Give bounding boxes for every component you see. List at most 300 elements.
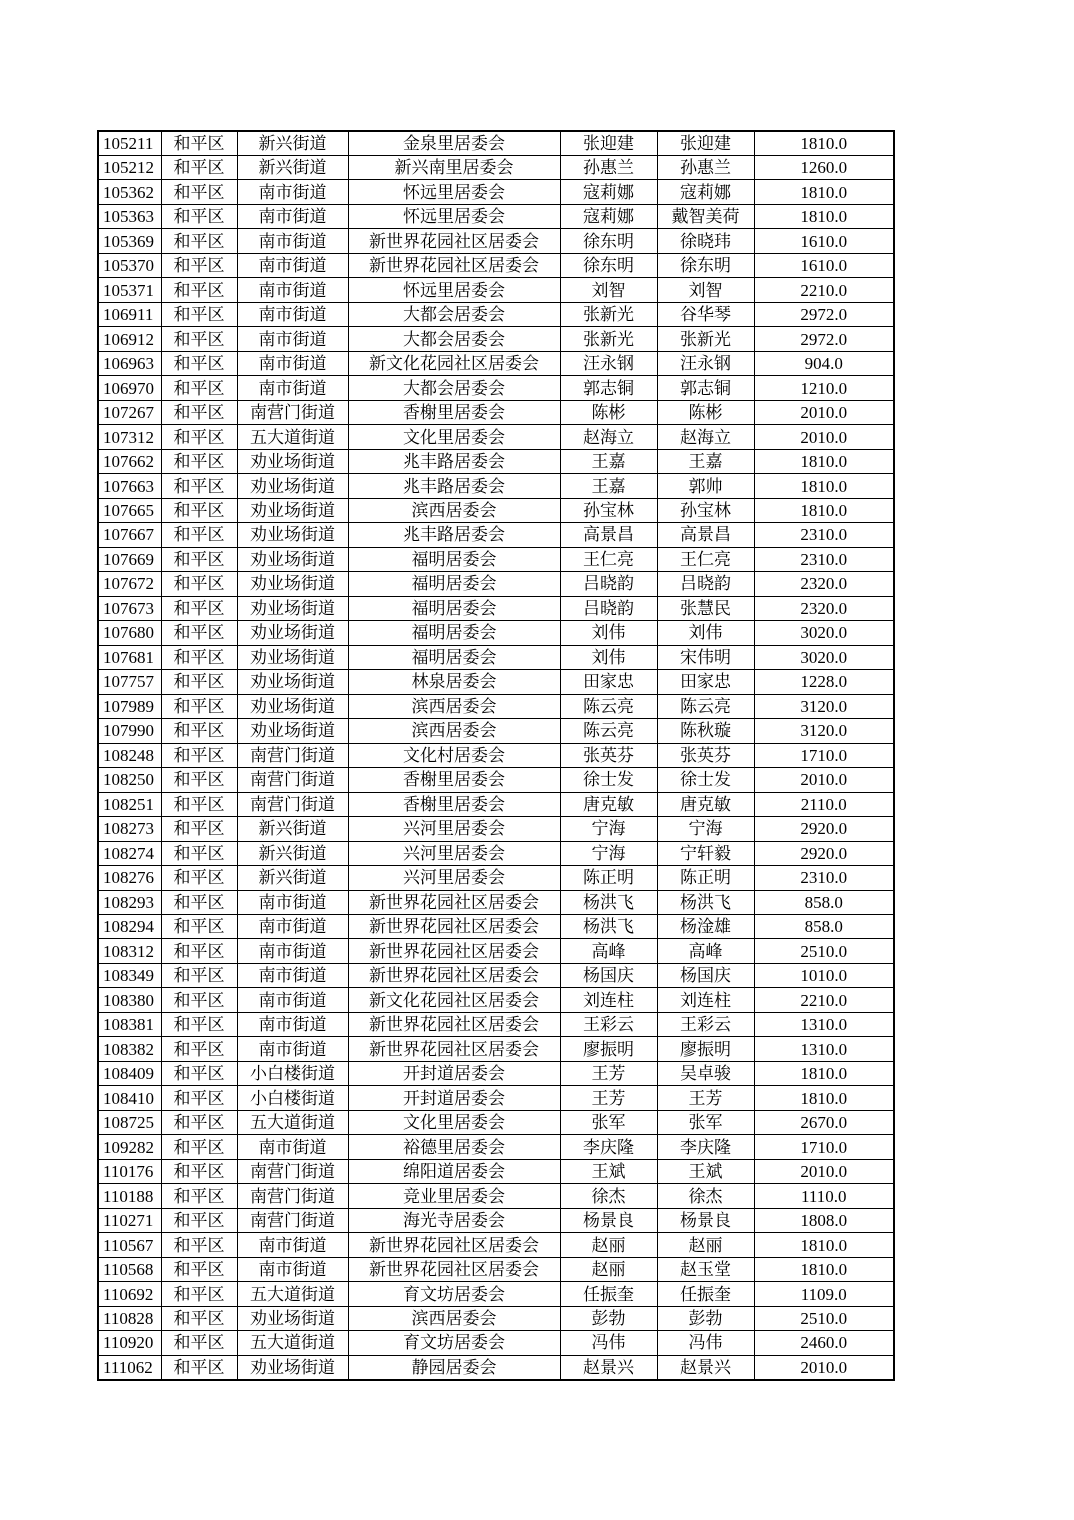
committee-cell: 新世界花园社区居委会 [348, 963, 560, 987]
table-row [98, 596, 894, 620]
member-cell: 陈正明 [657, 866, 754, 890]
district-cell: 和平区 [161, 963, 237, 987]
table-row [98, 1012, 894, 1036]
amount-cell: 1808.0 [754, 1208, 894, 1232]
member-cell: 赵丽 [657, 1233, 754, 1257]
data-table [97, 130, 895, 1381]
district-cell: 和平区 [161, 1355, 237, 1379]
record-id-cell: 106912 [98, 327, 161, 351]
street-cell: 南营门街道 [237, 1184, 348, 1208]
record-id-cell: 108248 [98, 743, 161, 767]
record-id-cell: 107673 [98, 596, 161, 620]
record-id-cell: 106970 [98, 376, 161, 400]
amount-cell: 1260.0 [754, 155, 894, 179]
district-cell: 和平区 [161, 988, 237, 1012]
street-cell: 五大道街道 [237, 425, 348, 449]
committee-cell: 福明居委会 [348, 547, 560, 571]
record-id-cell: 107989 [98, 694, 161, 718]
table-row [98, 1110, 894, 1134]
amount-cell: 1610.0 [754, 253, 894, 277]
applicant-cell: 赵丽 [560, 1257, 657, 1281]
amount-cell: 2670.0 [754, 1110, 894, 1134]
member-cell: 赵玉堂 [657, 1257, 754, 1281]
amount-cell: 1810.0 [754, 1257, 894, 1281]
applicant-cell: 刘伟 [560, 621, 657, 645]
amount-cell: 1310.0 [754, 1037, 894, 1061]
record-id-cell: 110692 [98, 1282, 161, 1306]
amount-cell: 2510.0 [754, 1306, 894, 1330]
street-cell: 南市街道 [237, 988, 348, 1012]
street-cell: 南市街道 [237, 180, 348, 204]
member-cell: 张英芬 [657, 743, 754, 767]
member-cell: 刘智 [657, 278, 754, 302]
record-id-cell: 110176 [98, 1159, 161, 1183]
member-cell: 彭勃 [657, 1306, 754, 1330]
applicant-cell: 刘伟 [560, 645, 657, 669]
applicant-cell: 李庆隆 [560, 1135, 657, 1159]
record-id-cell: 108409 [98, 1061, 161, 1085]
committee-cell: 新世界花园社区居委会 [348, 915, 560, 939]
table-row [98, 155, 894, 179]
district-cell: 和平区 [161, 155, 237, 179]
applicant-cell: 田家忠 [560, 670, 657, 694]
district-cell: 和平区 [161, 890, 237, 914]
applicant-cell: 张军 [560, 1110, 657, 1134]
amount-cell: 2510.0 [754, 939, 894, 963]
table-row [98, 253, 894, 277]
committee-cell: 文化里居委会 [348, 425, 560, 449]
table-row [98, 180, 894, 204]
member-cell: 宁海 [657, 817, 754, 841]
district-cell: 和平区 [161, 1208, 237, 1232]
record-id-cell: 108725 [98, 1110, 161, 1134]
member-cell: 宁轩毅 [657, 841, 754, 865]
applicant-cell: 吕晓韵 [560, 596, 657, 620]
street-cell: 新兴街道 [237, 866, 348, 890]
committee-cell: 林泉居委会 [348, 670, 560, 694]
applicant-cell: 陈正明 [560, 866, 657, 890]
member-cell: 陈彬 [657, 400, 754, 424]
street-cell: 南市街道 [237, 890, 348, 914]
record-id-cell: 105370 [98, 253, 161, 277]
applicant-cell: 杨洪飞 [560, 890, 657, 914]
district-cell: 和平区 [161, 474, 237, 498]
applicant-cell: 王嘉 [560, 449, 657, 473]
street-cell: 南市街道 [237, 1135, 348, 1159]
member-cell: 王嘉 [657, 449, 754, 473]
record-id-cell: 105362 [98, 180, 161, 204]
amount-cell: 2310.0 [754, 866, 894, 890]
member-cell: 王芳 [657, 1086, 754, 1110]
street-cell: 劝业场街道 [237, 547, 348, 571]
committee-cell: 滨西居委会 [348, 1306, 560, 1330]
record-id-cell: 105363 [98, 204, 161, 228]
street-cell: 南市街道 [237, 302, 348, 326]
district-cell: 和平区 [161, 719, 237, 743]
applicant-cell: 赵海立 [560, 425, 657, 449]
table-row [98, 425, 894, 449]
district-cell: 和平区 [161, 180, 237, 204]
applicant-cell: 孙惠兰 [560, 155, 657, 179]
amount-cell: 2920.0 [754, 817, 894, 841]
record-id-cell: 108250 [98, 768, 161, 792]
table-row [98, 474, 894, 498]
record-id-cell: 108293 [98, 890, 161, 914]
street-cell: 南市街道 [237, 915, 348, 939]
record-id-cell: 108294 [98, 915, 161, 939]
applicant-cell: 杨国庆 [560, 963, 657, 987]
member-cell: 徐东明 [657, 253, 754, 277]
applicant-cell: 陈彬 [560, 400, 657, 424]
street-cell: 新兴街道 [237, 155, 348, 179]
table-row [98, 1208, 894, 1232]
applicant-cell: 张英芬 [560, 743, 657, 767]
street-cell: 南营门街道 [237, 400, 348, 424]
committee-cell: 育文坊居委会 [348, 1331, 560, 1355]
committee-cell: 兴河里居委会 [348, 841, 560, 865]
member-cell: 赵海立 [657, 425, 754, 449]
record-id-cell: 108273 [98, 817, 161, 841]
amount-cell: 1810.0 [754, 204, 894, 228]
amount-cell: 1610.0 [754, 229, 894, 253]
committee-cell: 香榭里居委会 [348, 792, 560, 816]
member-cell: 杨国庆 [657, 963, 754, 987]
amount-cell: 2210.0 [754, 278, 894, 302]
member-cell: 宋伟明 [657, 645, 754, 669]
applicant-cell: 王嘉 [560, 474, 657, 498]
street-cell: 南市街道 [237, 939, 348, 963]
committee-cell: 香榭里居委会 [348, 400, 560, 424]
table-row [98, 1331, 894, 1355]
district-cell: 和平区 [161, 327, 237, 351]
record-id-cell: 107990 [98, 719, 161, 743]
amount-cell: 1710.0 [754, 743, 894, 767]
amount-cell: 3020.0 [754, 621, 894, 645]
record-id-cell: 107681 [98, 645, 161, 669]
table-row [98, 841, 894, 865]
street-cell: 劝业场街道 [237, 498, 348, 522]
amount-cell: 1109.0 [754, 1282, 894, 1306]
committee-cell: 新世界花园社区居委会 [348, 1037, 560, 1061]
table-row [98, 939, 894, 963]
member-cell: 孙宝林 [657, 498, 754, 522]
committee-cell: 新世界花园社区居委会 [348, 1012, 560, 1036]
district-cell: 和平区 [161, 1012, 237, 1036]
district-cell: 和平区 [161, 1110, 237, 1134]
amount-cell: 1810.0 [754, 449, 894, 473]
table-row [98, 817, 894, 841]
amount-cell: 2972.0 [754, 327, 894, 351]
record-id-cell: 110568 [98, 1257, 161, 1281]
committee-cell: 滨西居委会 [348, 694, 560, 718]
applicant-cell: 孙宝林 [560, 498, 657, 522]
committee-cell: 大都会居委会 [348, 302, 560, 326]
street-cell: 南市街道 [237, 253, 348, 277]
record-id-cell: 107669 [98, 547, 161, 571]
district-cell: 和平区 [161, 253, 237, 277]
member-cell: 郭志铜 [657, 376, 754, 400]
table-row [98, 1306, 894, 1330]
applicant-cell: 赵景兴 [560, 1355, 657, 1379]
record-id-cell: 107665 [98, 498, 161, 522]
committee-cell: 新兴南里居委会 [348, 155, 560, 179]
member-cell: 高景昌 [657, 523, 754, 547]
committee-cell: 新世界花园社区居委会 [348, 229, 560, 253]
applicant-cell: 杨洪飞 [560, 915, 657, 939]
applicant-cell: 张新光 [560, 327, 657, 351]
district-cell: 和平区 [161, 743, 237, 767]
table-row [98, 1086, 894, 1110]
district-cell: 和平区 [161, 572, 237, 596]
table-row [98, 572, 894, 596]
member-cell: 杨景良 [657, 1208, 754, 1232]
applicant-cell: 寇莉娜 [560, 180, 657, 204]
street-cell: 南市街道 [237, 1037, 348, 1061]
committee-cell: 滨西居委会 [348, 498, 560, 522]
table-row [98, 866, 894, 890]
amount-cell: 2210.0 [754, 988, 894, 1012]
member-cell: 张慧民 [657, 596, 754, 620]
street-cell: 劝业场街道 [237, 621, 348, 645]
table-row [98, 694, 894, 718]
member-cell: 王斌 [657, 1159, 754, 1183]
applicant-cell: 刘连柱 [560, 988, 657, 1012]
district-cell: 和平区 [161, 449, 237, 473]
amount-cell: 2010.0 [754, 768, 894, 792]
district-cell: 和平区 [161, 1306, 237, 1330]
member-cell: 张迎建 [657, 131, 754, 155]
street-cell: 南营门街道 [237, 792, 348, 816]
applicant-cell: 王芳 [560, 1061, 657, 1085]
applicant-cell: 张迎建 [560, 131, 657, 155]
amount-cell: 1010.0 [754, 963, 894, 987]
street-cell: 五大道街道 [237, 1110, 348, 1134]
member-cell: 冯伟 [657, 1331, 754, 1355]
district-cell: 和平区 [161, 400, 237, 424]
committee-cell: 开封道居委会 [348, 1086, 560, 1110]
record-id-cell: 107667 [98, 523, 161, 547]
street-cell: 劝业场街道 [237, 596, 348, 620]
committee-cell: 兆丰路居委会 [348, 523, 560, 547]
committee-cell: 福明居委会 [348, 645, 560, 669]
record-id-cell: 110271 [98, 1208, 161, 1232]
table-row [98, 204, 894, 228]
amount-cell: 2010.0 [754, 400, 894, 424]
applicant-cell: 刘智 [560, 278, 657, 302]
table-row [98, 890, 894, 914]
record-id-cell: 105371 [98, 278, 161, 302]
district-cell: 和平区 [161, 645, 237, 669]
amount-cell: 2110.0 [754, 792, 894, 816]
table-row [98, 1135, 894, 1159]
applicant-cell: 陈云亮 [560, 694, 657, 718]
district-cell: 和平区 [161, 939, 237, 963]
district-cell: 和平区 [161, 768, 237, 792]
member-cell: 李庆隆 [657, 1135, 754, 1159]
record-id-cell: 108276 [98, 866, 161, 890]
street-cell: 南市街道 [237, 278, 348, 302]
street-cell: 劝业场街道 [237, 645, 348, 669]
district-cell: 和平区 [161, 1184, 237, 1208]
district-cell: 和平区 [161, 1135, 237, 1159]
street-cell: 南市街道 [237, 229, 348, 253]
committee-cell: 文化里居委会 [348, 1110, 560, 1134]
committee-cell: 育文坊居委会 [348, 1282, 560, 1306]
amount-cell: 3020.0 [754, 645, 894, 669]
committee-cell: 兆丰路居委会 [348, 474, 560, 498]
member-cell: 寇莉娜 [657, 180, 754, 204]
member-cell: 唐克敏 [657, 792, 754, 816]
applicant-cell: 唐克敏 [560, 792, 657, 816]
member-cell: 杨洪飞 [657, 890, 754, 914]
amount-cell: 1710.0 [754, 1135, 894, 1159]
amount-cell: 2010.0 [754, 425, 894, 449]
table-row [98, 327, 894, 351]
amount-cell: 2310.0 [754, 547, 894, 571]
district-cell: 和平区 [161, 523, 237, 547]
district-cell: 和平区 [161, 694, 237, 718]
district-cell: 和平区 [161, 1282, 237, 1306]
record-id-cell: 108274 [98, 841, 161, 865]
committee-cell: 裕德里居委会 [348, 1135, 560, 1159]
record-id-cell: 107672 [98, 572, 161, 596]
district-cell: 和平区 [161, 1233, 237, 1257]
member-cell: 汪永钢 [657, 351, 754, 375]
amount-cell: 2972.0 [754, 302, 894, 326]
member-cell: 戴智美荷 [657, 204, 754, 228]
record-id-cell: 108381 [98, 1012, 161, 1036]
street-cell: 劝业场街道 [237, 719, 348, 743]
applicant-cell: 郭志铜 [560, 376, 657, 400]
applicant-cell: 任振奎 [560, 1282, 657, 1306]
committee-cell: 新世界花园社区居委会 [348, 890, 560, 914]
applicant-cell: 高峰 [560, 939, 657, 963]
record-id-cell: 108410 [98, 1086, 161, 1110]
district-cell: 和平区 [161, 204, 237, 228]
member-cell: 吴卓骏 [657, 1061, 754, 1085]
street-cell: 南市街道 [237, 1012, 348, 1036]
applicant-cell: 高景昌 [560, 523, 657, 547]
amount-cell: 1228.0 [754, 670, 894, 694]
amount-cell: 3120.0 [754, 694, 894, 718]
committee-cell: 新世界花园社区居委会 [348, 939, 560, 963]
record-id-cell: 110567 [98, 1233, 161, 1257]
record-id-cell: 106963 [98, 351, 161, 375]
applicant-cell: 赵丽 [560, 1233, 657, 1257]
table-row [98, 278, 894, 302]
member-cell: 廖振明 [657, 1037, 754, 1061]
district-cell: 和平区 [161, 866, 237, 890]
applicant-cell: 廖振明 [560, 1037, 657, 1061]
table-row [98, 547, 894, 571]
amount-cell: 1810.0 [754, 1233, 894, 1257]
member-cell: 徐士发 [657, 768, 754, 792]
street-cell: 南市街道 [237, 327, 348, 351]
amount-cell: 2920.0 [754, 841, 894, 865]
table-row [98, 768, 894, 792]
record-id-cell: 111062 [98, 1355, 161, 1379]
amount-cell: 1810.0 [754, 1061, 894, 1085]
table-row [98, 1282, 894, 1306]
member-cell: 赵景兴 [657, 1355, 754, 1379]
record-id-cell: 108382 [98, 1037, 161, 1061]
record-id-cell: 105369 [98, 229, 161, 253]
amount-cell: 2010.0 [754, 1159, 894, 1183]
amount-cell: 1810.0 [754, 180, 894, 204]
district-cell: 和平区 [161, 1159, 237, 1183]
member-cell: 田家忠 [657, 670, 754, 694]
street-cell: 新兴街道 [237, 817, 348, 841]
amount-cell: 2310.0 [754, 523, 894, 547]
record-id-cell: 107757 [98, 670, 161, 694]
district-cell: 和平区 [161, 376, 237, 400]
district-cell: 和平区 [161, 596, 237, 620]
street-cell: 劝业场街道 [237, 694, 348, 718]
district-cell: 和平区 [161, 1257, 237, 1281]
applicant-cell: 张新光 [560, 302, 657, 326]
member-cell: 张新光 [657, 327, 754, 351]
amount-cell: 1310.0 [754, 1012, 894, 1036]
table-row [98, 351, 894, 375]
street-cell: 小白楼街道 [237, 1061, 348, 1085]
committee-cell: 怀远里居委会 [348, 204, 560, 228]
member-cell: 孙惠兰 [657, 155, 754, 179]
committee-cell: 滨西居委会 [348, 719, 560, 743]
amount-cell: 1810.0 [754, 474, 894, 498]
applicant-cell: 杨景良 [560, 1208, 657, 1232]
amount-cell: 1810.0 [754, 131, 894, 155]
committee-cell: 新文化花园社区居委会 [348, 988, 560, 1012]
record-id-cell: 107680 [98, 621, 161, 645]
table-row [98, 621, 894, 645]
district-cell: 和平区 [161, 1037, 237, 1061]
record-id-cell: 108251 [98, 792, 161, 816]
applicant-cell: 王芳 [560, 1086, 657, 1110]
member-cell: 吕晓韵 [657, 572, 754, 596]
table-row [98, 229, 894, 253]
table-row [98, 449, 894, 473]
applicant-cell: 王彩云 [560, 1012, 657, 1036]
district-cell: 和平区 [161, 547, 237, 571]
amount-cell: 904.0 [754, 351, 894, 375]
record-id-cell: 108312 [98, 939, 161, 963]
committee-cell: 福明居委会 [348, 572, 560, 596]
district-cell: 和平区 [161, 498, 237, 522]
committee-cell: 香榭里居委会 [348, 768, 560, 792]
district-cell: 和平区 [161, 1331, 237, 1355]
amount-cell: 1110.0 [754, 1184, 894, 1208]
applicant-cell: 彭勃 [560, 1306, 657, 1330]
applicant-cell: 宁海 [560, 841, 657, 865]
district-cell: 和平区 [161, 278, 237, 302]
table-row [98, 743, 894, 767]
committee-cell: 开封道居委会 [348, 1061, 560, 1085]
table-row [98, 645, 894, 669]
table-row [98, 1159, 894, 1183]
applicant-cell: 陈云亮 [560, 719, 657, 743]
amount-cell: 858.0 [754, 890, 894, 914]
record-id-cell: 107312 [98, 425, 161, 449]
street-cell: 南营门街道 [237, 768, 348, 792]
applicant-cell: 寇莉娜 [560, 204, 657, 228]
street-cell: 劝业场街道 [237, 670, 348, 694]
member-cell: 徐晓玮 [657, 229, 754, 253]
member-cell: 刘连柱 [657, 988, 754, 1012]
table-row [98, 131, 894, 155]
committee-cell: 海光寺居委会 [348, 1208, 560, 1232]
committee-cell: 静园居委会 [348, 1355, 560, 1379]
member-cell: 刘伟 [657, 621, 754, 645]
